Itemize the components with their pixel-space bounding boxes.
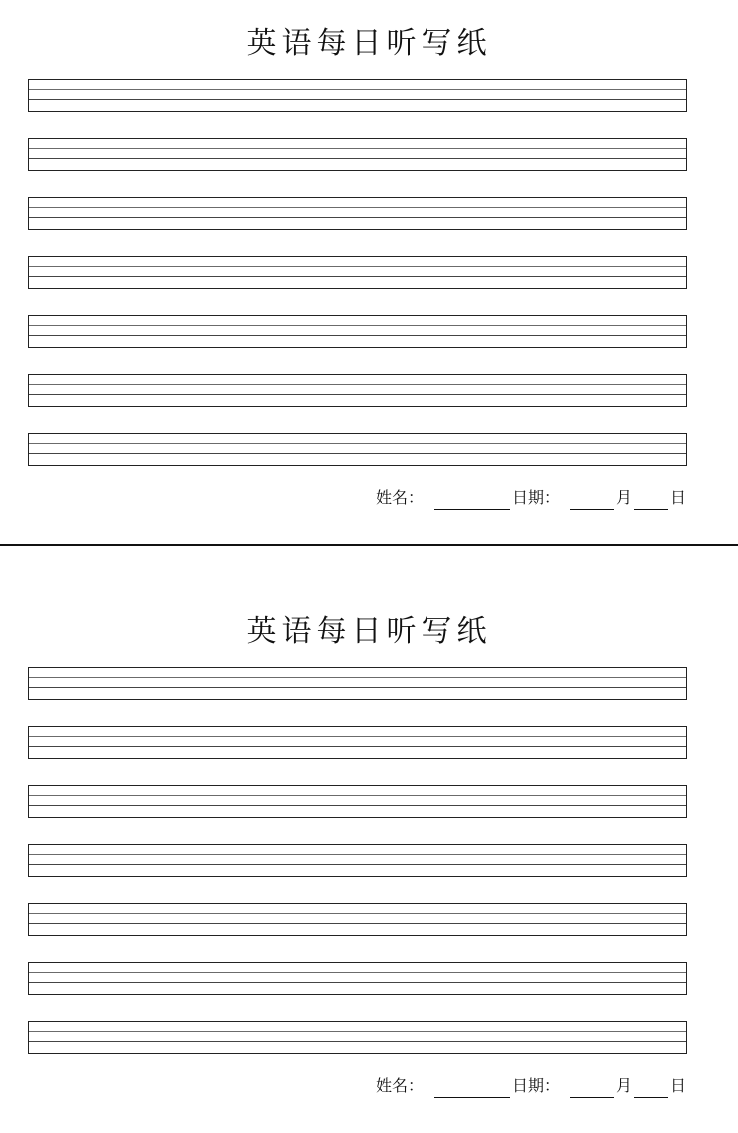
month-blank: [570, 491, 614, 510]
guide-line: [29, 99, 686, 100]
guide-line: [29, 335, 686, 336]
writing-row: [28, 785, 687, 818]
guide-line: [29, 266, 686, 267]
guide-line: [29, 1041, 686, 1042]
guide-line: [29, 276, 686, 277]
guide-line: [29, 795, 686, 796]
writing-row: [28, 197, 687, 230]
date-label: 日期：: [511, 488, 560, 507]
writing-row: [28, 726, 687, 759]
guide-line: [29, 394, 686, 395]
writing-lines: [28, 667, 687, 1080]
day-label: 日: [669, 488, 686, 507]
writing-row: [28, 315, 687, 348]
guide-line: [29, 913, 686, 914]
guide-line: [29, 864, 686, 865]
guide-line: [29, 746, 686, 747]
sheet-footer: [376, 486, 686, 510]
guide-line: [29, 972, 686, 973]
month-blank: [570, 1079, 614, 1098]
guide-line: [29, 443, 686, 444]
name-blank: [434, 491, 510, 510]
guide-line: [29, 923, 686, 924]
day-blank: [634, 1079, 668, 1098]
guide-line: [29, 217, 686, 218]
writing-lines: [28, 79, 687, 492]
guide-line: [29, 982, 686, 983]
writing-row: [28, 962, 687, 995]
writing-row: [28, 79, 687, 112]
guide-line: [29, 677, 686, 678]
guide-line: [29, 453, 686, 454]
sheet-title: 英语每日听写纸: [246, 614, 492, 649]
name-label: 姓名：: [375, 1076, 424, 1095]
guide-line: [29, 207, 686, 208]
day-blank: [634, 491, 668, 510]
writing-row: [28, 667, 687, 700]
writing-row: [28, 844, 687, 877]
dictation-sheet-top: [0, 0, 738, 545]
writing-row: [28, 256, 687, 289]
guide-line: [29, 384, 686, 385]
guide-line: [29, 687, 686, 688]
guide-line: [29, 325, 686, 326]
month-label: 月: [615, 1076, 632, 1095]
writing-row: [28, 1021, 687, 1054]
sheet-title: 英语每日听写纸: [246, 26, 492, 61]
writing-row: [28, 903, 687, 936]
guide-line: [29, 854, 686, 855]
day-label: 日: [669, 1076, 686, 1095]
cut-divider: [0, 544, 738, 546]
guide-line: [29, 736, 686, 737]
guide-line: [29, 805, 686, 806]
guide-line: [29, 89, 686, 90]
name-label: 姓名：: [375, 488, 424, 507]
dictation-sheet-bottom: [0, 588, 738, 1133]
guide-line: [29, 1031, 686, 1032]
guide-line: [29, 158, 686, 159]
guide-line: [29, 148, 686, 149]
writing-row: [28, 374, 687, 407]
month-label: 月: [615, 488, 632, 507]
name-blank: [434, 1079, 510, 1098]
date-label: 日期：: [511, 1076, 560, 1095]
sheet-footer: [376, 1074, 686, 1098]
writing-row: [28, 138, 687, 171]
writing-row: [28, 433, 687, 466]
